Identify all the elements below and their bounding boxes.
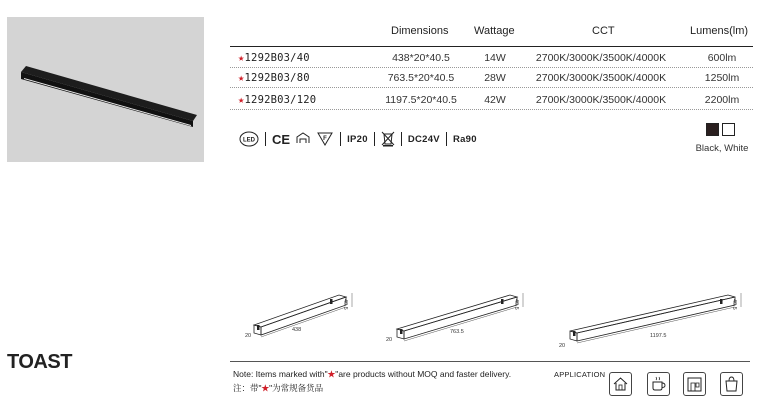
drawing-length-label: 763.5 (450, 329, 464, 335)
cct-cell: 2700K/3000K/3500K/4000K (535, 94, 667, 106)
divider (265, 132, 266, 146)
drawing-80 (385, 285, 537, 347)
drawing-length-label: 438 (292, 327, 302, 333)
star-icon: ★ (238, 94, 245, 106)
class-iii-icon (294, 131, 312, 147)
wattage-cell: 14W (484, 52, 506, 64)
f-mark-text: F (323, 136, 327, 142)
retail-icon (720, 372, 743, 396)
ce-mark: CE (272, 131, 291, 147)
white-swatch (722, 123, 735, 136)
led-icon (239, 131, 259, 147)
footer-divider (230, 361, 750, 362)
drawing-height-label: 40.5 (513, 299, 519, 310)
weee-bin-icon (381, 131, 395, 147)
star-icon: ★ (261, 383, 270, 393)
lumens-cell: 600lm (707, 52, 737, 64)
drawing-40 (244, 285, 369, 347)
table-row (230, 49, 753, 68)
wattage-cell: 42W (484, 94, 506, 106)
ip-rating: IP20 (347, 133, 368, 145)
finish-label: Black, White (695, 143, 749, 154)
f-mark-icon (316, 131, 334, 147)
table-row (230, 91, 753, 110)
ra-label: Ra90 (452, 133, 477, 145)
drawing-120 (558, 285, 750, 351)
linear-light-image (7, 17, 204, 162)
header-dimensions: Dimensions (391, 25, 449, 37)
divider (340, 132, 341, 146)
wattage-cell: 28W (484, 72, 506, 84)
cct-cell: 2700K/3000K/3500K/4000K (535, 72, 667, 84)
lumens-cell: 2200lm (704, 94, 740, 106)
note-english: Note: Items marked with"★"are products without MOQ and faster delivery. (233, 369, 512, 379)
model-cell: ★1292B03/120 (238, 94, 317, 106)
divider (446, 132, 447, 146)
model-cell: ★1292B03/80 (238, 72, 310, 84)
voltage-label: DC24V (407, 133, 440, 145)
header-wattage: Wattage (474, 25, 515, 37)
brand-logo: TOAST (7, 351, 72, 373)
header-cct: CCT (592, 25, 615, 37)
certification-bar (239, 129, 477, 149)
header-lumens: Lumens(lm) (690, 25, 749, 37)
cct-cell: 2700K/3000K/3500K/4000K (535, 52, 667, 64)
dimensions-cell: 1197.5*20*40.5 (385, 94, 457, 106)
application-label: APPLICATION (554, 370, 606, 379)
drawing-height-label: 40.5 (342, 299, 348, 310)
product-photo (7, 17, 204, 162)
drawing-length-label: 1197.5 (650, 333, 667, 339)
dimensions-cell: 763.5*20*40.5 (387, 72, 455, 84)
finish-swatches (706, 123, 735, 136)
dimensions-cell: 438*20*40.5 (392, 52, 450, 64)
star-icon: ★ (238, 72, 245, 84)
black-swatch (706, 123, 719, 136)
drawing-width-label: 20 (559, 343, 566, 349)
led-text: LED (243, 137, 255, 144)
drawing-width-label: 20 (245, 333, 252, 339)
model-cell: ★1292B03/40 (238, 52, 310, 64)
cafe-icon (647, 372, 670, 396)
star-icon: ★ (238, 52, 245, 64)
table-row (230, 69, 753, 88)
drawing-width-label: 20 (386, 337, 393, 343)
lumens-cell: 1250lm (704, 72, 740, 84)
header-divider (230, 46, 753, 47)
note-chinese: 注：带"★"为常规备货品 (233, 383, 324, 393)
drawing-height-label: 40.5 (731, 299, 737, 310)
home-icon (609, 372, 632, 396)
divider (374, 132, 375, 146)
star-icon: ★ (327, 369, 336, 379)
divider (401, 132, 402, 146)
shop-icon (683, 372, 706, 396)
